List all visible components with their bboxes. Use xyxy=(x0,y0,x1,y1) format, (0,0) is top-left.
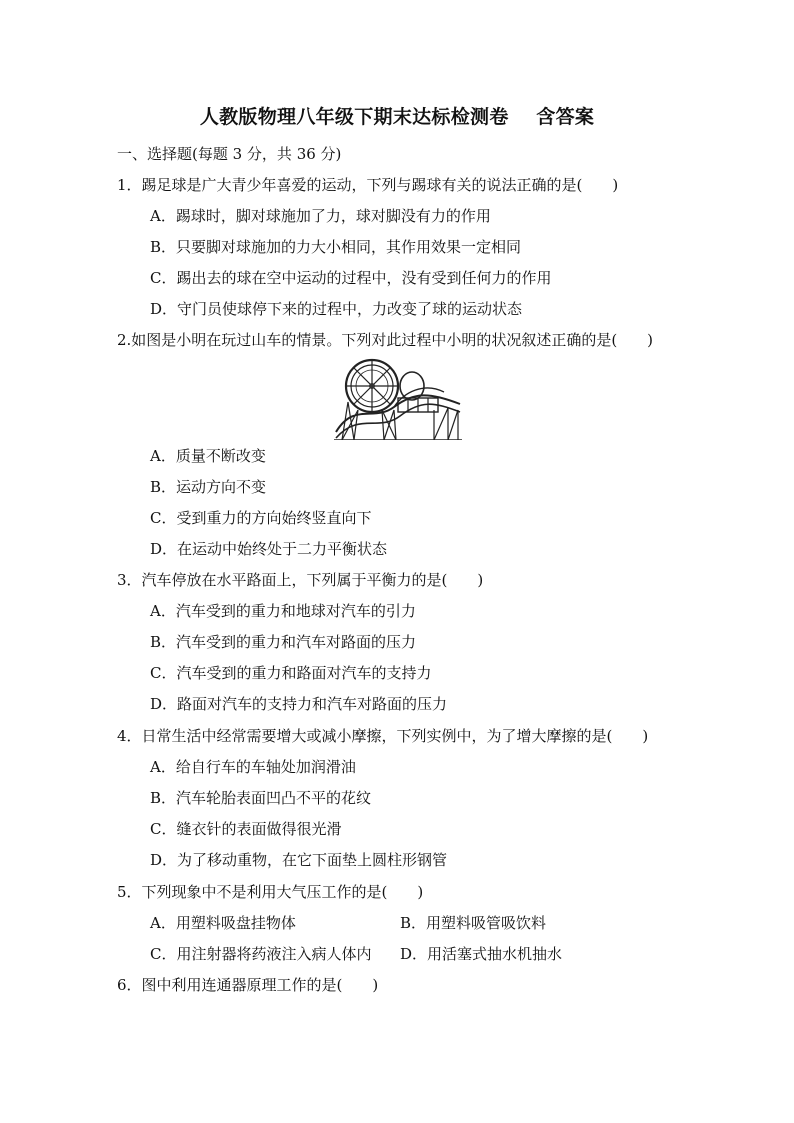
question-5-option-c: C．用注射器将药液注入病人体内 xyxy=(150,945,372,963)
question-2-option-c: C．受到重力的方向始终竖直向下 xyxy=(150,509,372,527)
question-4-option-c: C．缝衣针的表面做得很光滑 xyxy=(150,820,342,838)
roller-coaster-figure xyxy=(334,352,462,440)
question-5-option-d: D．用活塞式抽水机抽水 xyxy=(400,945,563,963)
question-3-option-b: B．汽车受到的重力和汽车对路面的压力 xyxy=(150,633,417,651)
question-2-option-b: B．运动方向不变 xyxy=(150,478,267,496)
question-5-option-b: B．用塑料吸管吸饮料 xyxy=(400,914,547,932)
question-4-option-b: B．汽车轮胎表面凹凸不平的花纹 xyxy=(150,789,372,807)
question-2-option-a: A．质量不断改变 xyxy=(150,447,266,465)
question-3-option-c: C．汽车受到的重力和路面对汽车的支持力 xyxy=(150,664,432,682)
question-5-option-a: A．用塑料吸盘挂物体 xyxy=(150,914,296,932)
question-2-stem: 2.如图是小明在玩过山车的情景。下列对此过程中小明的状况叙述正确的是( ) xyxy=(117,331,654,349)
question-3-stem: 3．汽车停放在水平路面上，下列属于平衡力的是( ) xyxy=(117,571,484,589)
page-title: 人教版物理八年级下期末达标检测卷 含答案 xyxy=(199,106,595,128)
question-4-stem: 4．日常生活中经常需要增大或减小摩擦，下列实例中，为了增大摩擦的是( ) xyxy=(117,727,649,745)
section-heading: 一、选择题(每题 3 分，共 36 分) xyxy=(117,145,342,163)
question-1-option-a: A．踢球时，脚对球施加了力，球对脚没有力的作用 xyxy=(150,207,491,225)
question-2-option-d: D．在运动中始终处于二力平衡状态 xyxy=(150,540,388,558)
question-1-option-c: C．踢出去的球在空中运动的过程中，没有受到任何力的作用 xyxy=(150,269,552,287)
question-3-option-d: D．路面对汽车的支持力和汽车对路面的压力 xyxy=(150,695,448,713)
question-6-stem: 6．图中利用连通器原理工作的是( ) xyxy=(117,976,379,994)
question-1-option-d: D．守门员使球停下来的过程中，力改变了球的运动状态 xyxy=(150,300,523,318)
question-4-option-d: D．为了移动重物，在它下面垫上圆柱形钢管 xyxy=(150,851,448,869)
question-1-stem: 1．踢足球是广大青少年喜爱的运动，下列与踢球有关的说法正确的是( ) xyxy=(117,176,619,194)
question-4-option-a: A．给自行车的车轴处加润滑油 xyxy=(150,758,356,776)
question-1-option-b: B．只要脚对球施加的力大小相同，其作用效果一定相同 xyxy=(150,238,522,256)
question-3-option-a: A．汽车受到的重力和地球对汽车的引力 xyxy=(150,602,416,620)
question-5-stem: 5．下列现象中不是利用大气压工作的是( ) xyxy=(117,883,424,901)
